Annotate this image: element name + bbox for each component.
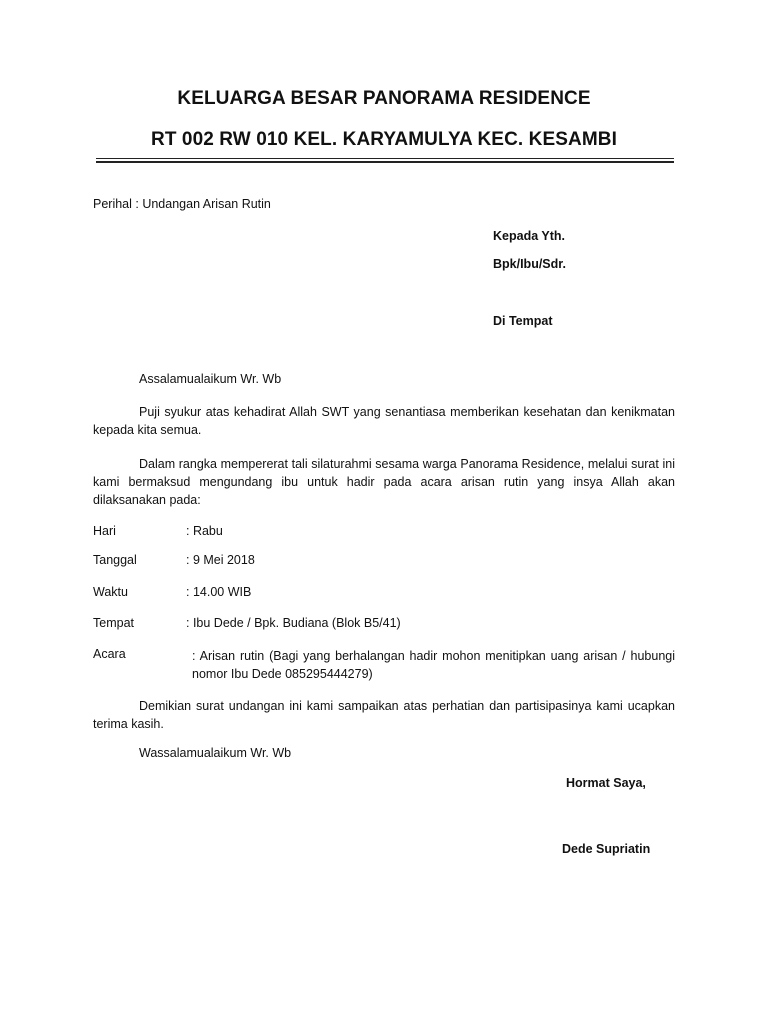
recipient-place: Di Tempat [493, 314, 553, 328]
header-rule-bottom [96, 161, 674, 163]
detail-value-tempat: : Ibu Dede / Bpk. Budiana (Blok B5/41) [186, 616, 401, 630]
letterhead-title: KELUARGA BESAR PANORAMA RESIDENCE [177, 88, 591, 109]
recipient-name: Bpk/Ibu/Sdr. [493, 257, 566, 271]
detail-label-hari: Hari [93, 524, 116, 538]
detail-value-acara: : Arisan rutin (Bagi yang berhalangan hadir mohon menitipkan uang arisan / hubungi nomor Ibu Dede 085295444279) [192, 649, 675, 681]
detail-label-waktu: Waktu [93, 585, 128, 599]
paragraph-closing: Demikian surat undangan ini kami sampaikan atas perhatian dan partisipasinya kami ucapkan terima kasih. [93, 699, 675, 731]
greeting: Assalamualaikum Wr. Wb [139, 372, 282, 386]
detail-label-tempat: Tempat [93, 616, 134, 630]
recipient-to: Kepada Yth. [493, 229, 566, 243]
detail-value-waktu: : 14.00 WIB [186, 585, 252, 599]
subject-line: Perihal : Undangan Arisan Rutin [93, 197, 271, 211]
paragraph-gratitude: Puji syukur atas kehadirat Allah SWT yang senantiasa memberikan kesehatan dan kenikmatan kepada kita semua. [93, 405, 675, 437]
signature-regards: Hormat Saya, [566, 776, 646, 790]
detail-label-acara: Acara [93, 647, 126, 661]
header-rule-top [96, 158, 674, 159]
detail-value-tanggal: : 9 Mei 2018 [186, 553, 255, 567]
signature-name: Dede Supriatin [562, 842, 651, 856]
detail-label-tanggal: Tanggal [93, 553, 137, 567]
letterhead-subtitle: RT 002 RW 010 KEL. KARYAMULYA KEC. KESAMBI [151, 129, 617, 150]
detail-value-hari: : Rabu [186, 524, 223, 538]
farewell: Wassalamualaikum Wr. Wb [139, 746, 292, 760]
paragraph-invitation: Dalam rangka mempererat tali silaturahmi sesama warga Panorama Residence, melalui surat ini kami bermaksud mengundang ibu untuk hadir pada acara arisan rutin yang insya Allah akan dilaksanakan pada: [93, 457, 675, 507]
